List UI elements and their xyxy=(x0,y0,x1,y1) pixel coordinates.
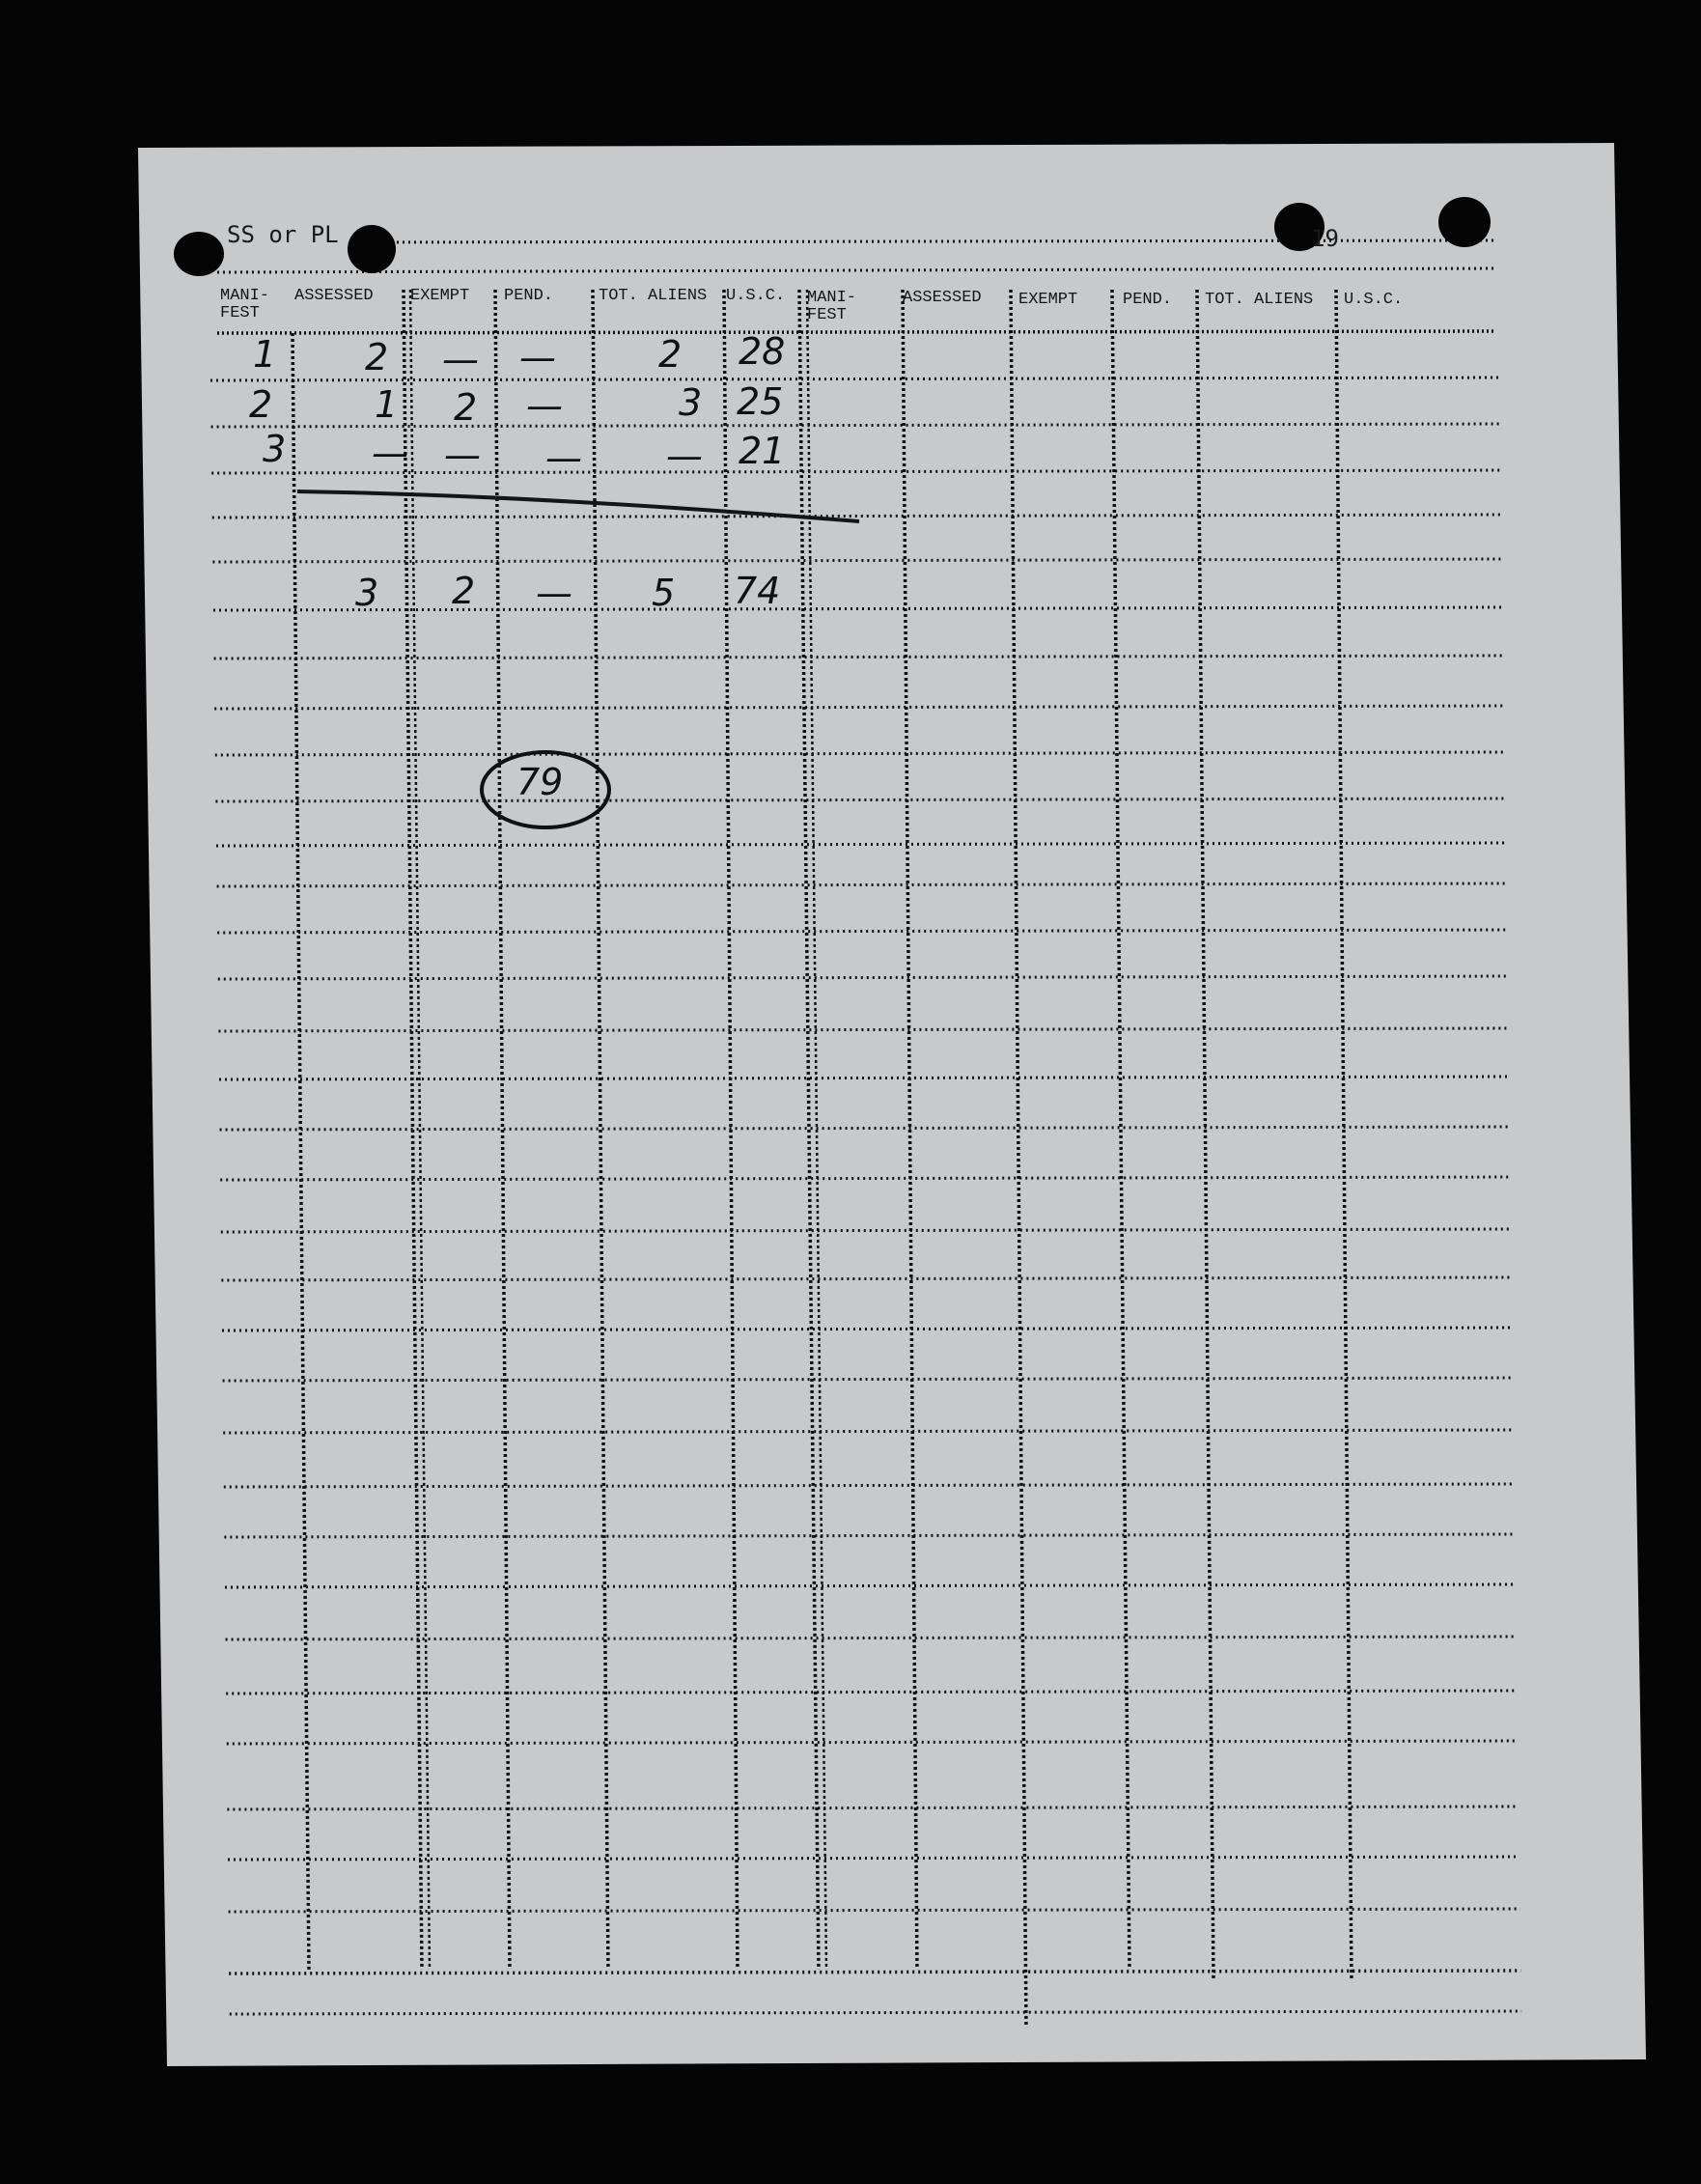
col-head-usc-2: U.S.C. xyxy=(1344,291,1404,309)
entry-usc: 28 xyxy=(739,330,786,373)
entry-tot-aliens: 3 xyxy=(679,381,703,424)
entry-pend: — xyxy=(545,436,582,479)
entry-assessed: — xyxy=(372,432,408,474)
vessel-label: SS or PL xyxy=(227,221,339,248)
total-tot-aliens: 5 xyxy=(652,572,676,614)
entry-exempt: — xyxy=(442,338,479,380)
col-head-exempt: EXEMPT xyxy=(410,287,470,305)
entry-tot-aliens: 2 xyxy=(658,333,683,376)
col-head-pend: PEND. xyxy=(504,287,554,305)
col-head-manifest-2: MANI- FEST xyxy=(807,289,857,324)
total-pend: — xyxy=(536,572,572,614)
entry-pend: — xyxy=(519,336,556,378)
entry-tot-aliens: — xyxy=(666,434,703,477)
col-head-pend-2: PEND. xyxy=(1123,291,1173,309)
col-head-tot-aliens-2: TOT. ALIENS xyxy=(1205,291,1314,309)
grand-total: 79 xyxy=(516,761,564,803)
total-usc: 74 xyxy=(734,570,781,612)
col-head-assessed-2: ASSESSED xyxy=(903,289,982,307)
total-assessed: 3 xyxy=(355,572,379,614)
entry-usc: 21 xyxy=(739,430,786,472)
total-exempt: 2 xyxy=(452,570,476,612)
col-head-exempt-2: EXEMPT xyxy=(1018,291,1078,309)
entry-manifest: 3 xyxy=(263,428,287,470)
entry-manifest: 2 xyxy=(249,383,273,426)
col-head-assessed: ASSESSED xyxy=(294,287,374,305)
entry-usc: 25 xyxy=(737,380,784,423)
entry-assessed: 2 xyxy=(365,336,389,378)
entry-assessed: 1 xyxy=(375,383,399,426)
entry-exempt: — xyxy=(444,434,481,476)
col-head-manifest: MANI- FEST xyxy=(220,287,270,322)
year-prefix: 19 xyxy=(1311,225,1339,252)
col-head-tot-aliens: TOT. ALIENS xyxy=(599,287,708,305)
col-head-usc: U.S.C. xyxy=(726,287,786,305)
entry-exempt: 2 xyxy=(454,386,478,429)
entry-pend: — xyxy=(526,384,563,427)
entry-manifest: 1 xyxy=(253,333,277,376)
